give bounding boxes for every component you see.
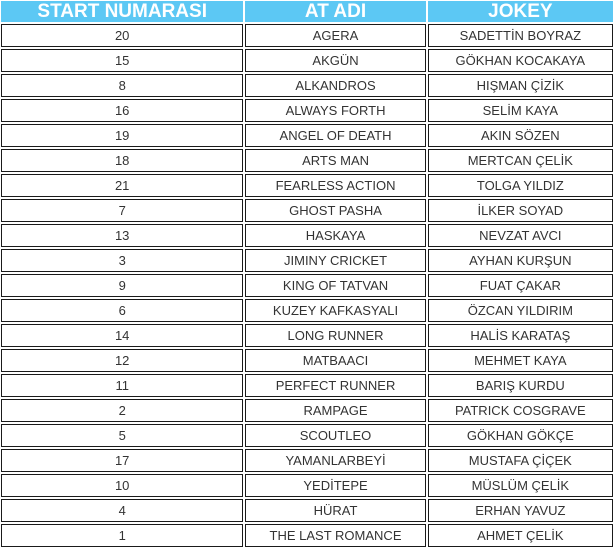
cell-horse-name: AGERA [245, 24, 425, 47]
cell-horse-name: AKGÜN [245, 49, 425, 72]
table-row [1, 374, 613, 397]
table-row [1, 399, 613, 422]
table-row [1, 499, 613, 522]
cell-start-number: 12 [1, 349, 243, 372]
table-row [1, 199, 613, 222]
cell-jockey: GÖKHAN KOCAKAYA [428, 49, 613, 72]
cell-horse-name: ALKANDROS [245, 74, 425, 97]
cell-jockey: SADETTİN BOYRAZ [428, 24, 613, 47]
cell-jockey: MEHMET KAYA [428, 349, 613, 372]
cell-start-number: 3 [1, 249, 243, 272]
cell-horse-name: GHOST PASHA [245, 199, 425, 222]
cell-jockey: ERHAN YAVUZ [428, 499, 613, 522]
cell-start-number: 16 [1, 99, 243, 122]
table-row [1, 349, 613, 372]
table-row [1, 99, 613, 122]
cell-start-number: 5 [1, 424, 243, 447]
cell-start-number: 17 [1, 449, 243, 472]
cell-jockey: NEVZAT AVCI [428, 224, 613, 247]
cell-start-number: 13 [1, 224, 243, 247]
cell-horse-name: ARTS MAN [245, 149, 425, 172]
cell-jockey: HALİS KARATAŞ [428, 324, 613, 347]
cell-jockey: MERTCAN ÇELİK [428, 149, 613, 172]
cell-jockey: BARIŞ KURDU [428, 374, 613, 397]
table-body [1, 24, 613, 547]
cell-start-number: 6 [1, 299, 243, 322]
cell-horse-name: YEDİTEPE [245, 474, 425, 497]
cell-start-number: 18 [1, 149, 243, 172]
cell-horse-name: PERFECT RUNNER [245, 374, 425, 397]
cell-jockey: İLKER SOYAD [428, 199, 613, 222]
table-row [1, 474, 613, 497]
table-row [1, 174, 613, 197]
table-row [1, 449, 613, 472]
table-row [1, 524, 613, 547]
cell-horse-name: JIMINY CRICKET [245, 249, 425, 272]
cell-horse-name: FEARLESS ACTION [245, 174, 425, 197]
cell-horse-name: LONG RUNNER [245, 324, 425, 347]
cell-horse-name: RAMPAGE [245, 399, 425, 422]
cell-start-number: 8 [1, 74, 243, 97]
cell-jockey: SELİM KAYA [428, 99, 613, 122]
header-horse-name: AT ADI [245, 1, 425, 22]
cell-jockey: HIŞMAN ÇİZİK [428, 74, 613, 97]
cell-start-number: 15 [1, 49, 243, 72]
cell-start-number: 1 [1, 524, 243, 547]
table-row [1, 149, 613, 172]
cell-horse-name: KUZEY KAFKASYALI [245, 299, 425, 322]
table-row [1, 249, 613, 272]
cell-horse-name: KING OF TATVAN [245, 274, 425, 297]
table-row [1, 124, 613, 147]
header-start-number: START NUMARASI [1, 1, 243, 22]
table-row [1, 224, 613, 247]
header-jockey: JOKEY [428, 1, 613, 22]
table-row [1, 49, 613, 72]
header-row [1, 1, 613, 22]
cell-jockey: MUSTAFA ÇİÇEK [428, 449, 613, 472]
cell-horse-name: ALWAYS FORTH [245, 99, 425, 122]
table-row [1, 424, 613, 447]
cell-jockey: TOLGA YILDIZ [428, 174, 613, 197]
cell-start-number: 21 [1, 174, 243, 197]
table-row [1, 299, 613, 322]
table-header [1, 1, 613, 22]
cell-start-number: 11 [1, 374, 243, 397]
cell-start-number: 9 [1, 274, 243, 297]
cell-horse-name: ANGEL OF DEATH [245, 124, 425, 147]
table-row [1, 24, 613, 47]
cell-jockey: GÖKHAN GÖKÇE [428, 424, 613, 447]
cell-start-number: 7 [1, 199, 243, 222]
cell-start-number: 19 [1, 124, 243, 147]
table-row [1, 74, 613, 97]
cell-start-number: 20 [1, 24, 243, 47]
cell-start-number: 4 [1, 499, 243, 522]
cell-start-number: 10 [1, 474, 243, 497]
cell-jockey: FUAT ÇAKAR [428, 274, 613, 297]
cell-jockey: AHMET ÇELİK [428, 524, 613, 547]
cell-horse-name: THE LAST ROMANCE [245, 524, 425, 547]
cell-horse-name: SCOUTLEO [245, 424, 425, 447]
cell-start-number: 2 [1, 399, 243, 422]
table-row [1, 324, 613, 347]
cell-horse-name: HÜRAT [245, 499, 425, 522]
cell-jockey: PATRICK COSGRAVE [428, 399, 613, 422]
cell-jockey: AYHAN KURŞUN [428, 249, 613, 272]
cell-start-number: 14 [1, 324, 243, 347]
table-row [1, 274, 613, 297]
cell-jockey: MÜSLÜM ÇELİK [428, 474, 613, 497]
cell-horse-name: YAMANLARBEYİ [245, 449, 425, 472]
cell-horse-name: MATBAACI [245, 349, 425, 372]
cell-jockey: AKIN SÖZEN [428, 124, 613, 147]
cell-jockey: ÖZCAN YILDIRIM [428, 299, 613, 322]
cell-horse-name: HASKAYA [245, 224, 425, 247]
